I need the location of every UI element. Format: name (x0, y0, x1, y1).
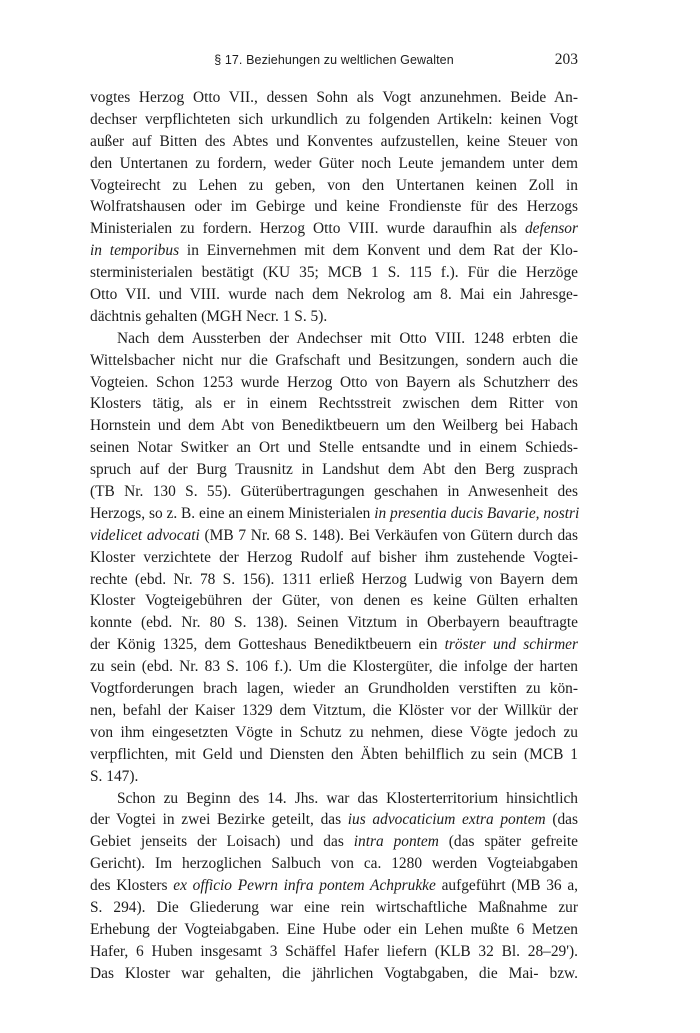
text-line: dechser verpflichteten sich urkundlich zu folgenden Artikeln: keinen Vogt (90, 110, 578, 128)
body-text (90, 87, 578, 985)
text-line: Wittelsbacher nicht nur die Grafschaft und Besitzungen, sondern auch die (90, 351, 578, 369)
text-line: den Untertanen zu fordern, weder Güter noch Leute jemandem unter dem (90, 154, 578, 172)
text-line: Kloster verzichtete der Herzog Rudolf auf bisher ihm zustehende Vogtei- (90, 548, 578, 566)
text-line: seinen Notar Switker an Ort und Stelle entsandte und in einem Schieds- (90, 439, 578, 457)
text-line: Vogteien. Schon 1253 wurde Herzog Otto von Bayern als Schutzherr des (90, 373, 578, 391)
text-line: Otto VII. und VIII. wurde nach dem Nekrolog am 8. Mai ein Jahresge- (90, 286, 578, 304)
text-line: Klosters tätig, als er in einem Rechtsstreit zwischen dem Ritter von (90, 395, 578, 413)
text-line: des Klosters ex officio Pewrn infra pontem Achprukke aufgeführt (MB 36 a, (90, 877, 579, 895)
running-head: § 17. Beziehungen zu weltlichen Gewalten (214, 53, 454, 67)
text-line: verpflichten, mit Geld und Diensten den Äbten behilflich zu sein (MCB 1 (90, 745, 578, 763)
text-line: Kloster Vogteigebühren der Güter, von denen es keine Gülten erhalten (90, 592, 578, 610)
page-number: 203 (554, 51, 578, 68)
text-line: S. 294). Die Gliederung war eine rein wirtschaftliche Maßnahme zur (90, 898, 578, 916)
text-line: nen, befahl der Kaiser 1329 dem Vitztum, die Klöster vor der Willkür der (90, 701, 578, 719)
text-line: der Vogtei in zwei Bezirke geteilt, das ius advocaticium extra pontem (das (90, 811, 578, 829)
text-line: Hafer, 6 Huben insgesamt 3 Schäffel Hafer liefern (KLB 32 Bl. 28–29'). (90, 942, 578, 960)
text-line: konnte (ebd. Nr. 80 S. 138). Seinen Vitztum in Oberbayern beauftragte (90, 614, 578, 632)
text-line: Schon zu Beginn des 14. Jhs. war das Klosterterritorium hinsichtlich (117, 789, 578, 807)
text-line: Vogteirecht zu Lehen zu geben, von den Untertanen keinen Zoll in (90, 176, 578, 194)
text-line: Wolfratshausen oder im Gebirge und keine Frondienste für des Herzogs (90, 198, 578, 216)
text-line: rechte (ebd. Nr. 78 S. 156). 1311 erließ Herzog Ludwig von Bayern dem (90, 570, 578, 588)
page-header (90, 51, 578, 73)
text-line: Nach dem Aussterben der Andechser mit Otto VIII. 1248 erbten die (117, 329, 578, 347)
text-line: der König 1325, dem Gotteshaus Benediktbeuern ein tröster und schirmer (90, 636, 579, 654)
text-line: Hornstein und dem Abt von Benediktbeuern um den Weilberg bei Habach (90, 417, 578, 435)
text-line: Ministerialen zu fordern. Herzog Otto VIII. wurde daraufhin als defensor (90, 220, 578, 238)
text-line: Gebiet jenseits der Loisach) und das intra pontem (das später gefreite (90, 833, 578, 851)
text-line: von ihm eingesetzten Vögte in Schutz zu nehmen, diese Vögte jedoch zu (90, 723, 578, 741)
text-line: Das Kloster war gehalten, die jährlichen Vogtabgaben, die Mai- bzw. (90, 964, 578, 982)
text-line: Vogtforderungen brach lagen, wieder an Grundholden verstiften zu kön- (90, 680, 578, 698)
text-line: zu sein (ebd. Nr. 83 S. 106 f.). Um die Klostergüter, die infolge der harten (90, 658, 578, 676)
text-line: (TB Nr. 130 S. 55). Güterübertragungen geschahen in Anwesenheit des (90, 483, 578, 501)
text-line: spruch auf der Burg Trausnitz in Landshut dem Abt den Berg zusprach (90, 461, 578, 479)
text-line: sterministerialen bestätigt (KU 35; MCB 1 S. 115 f.). Für die Herzöge (90, 264, 578, 282)
text-line: S. 147). (90, 767, 139, 785)
text-line: außer auf Bitten des Abtes und Konventes aufzustellen, keine Steuer von (90, 132, 578, 150)
text-line: dächtnis gehalten (MGH Necr. 1 S. 5). (90, 307, 328, 325)
text-line: in temporibus in Einvernehmen mit dem Konvent und dem Rat der Klo- (90, 242, 578, 260)
text-line: Herzogs, so z. B. eine an einem Ministerialen in presentia ducis Bavarie, nostri (90, 504, 580, 522)
text-line: vogtes Herzog Otto VII., dessen Sohn als Vogt anzunehmen. Beide An- (90, 89, 578, 106)
text-line: Gericht). Im herzoglichen Salbuch von ca. 1280 werden Vogteiabgaben (90, 855, 578, 873)
text-line: Erhebung der Vogteiabgaben. Eine Hube oder ein Lehen mußte 6 Metzen (90, 920, 578, 938)
text-line: videlicet advocati (MB 7 Nr. 68 S. 148). Bei Verkäufen von Gütern durch das (90, 526, 578, 544)
